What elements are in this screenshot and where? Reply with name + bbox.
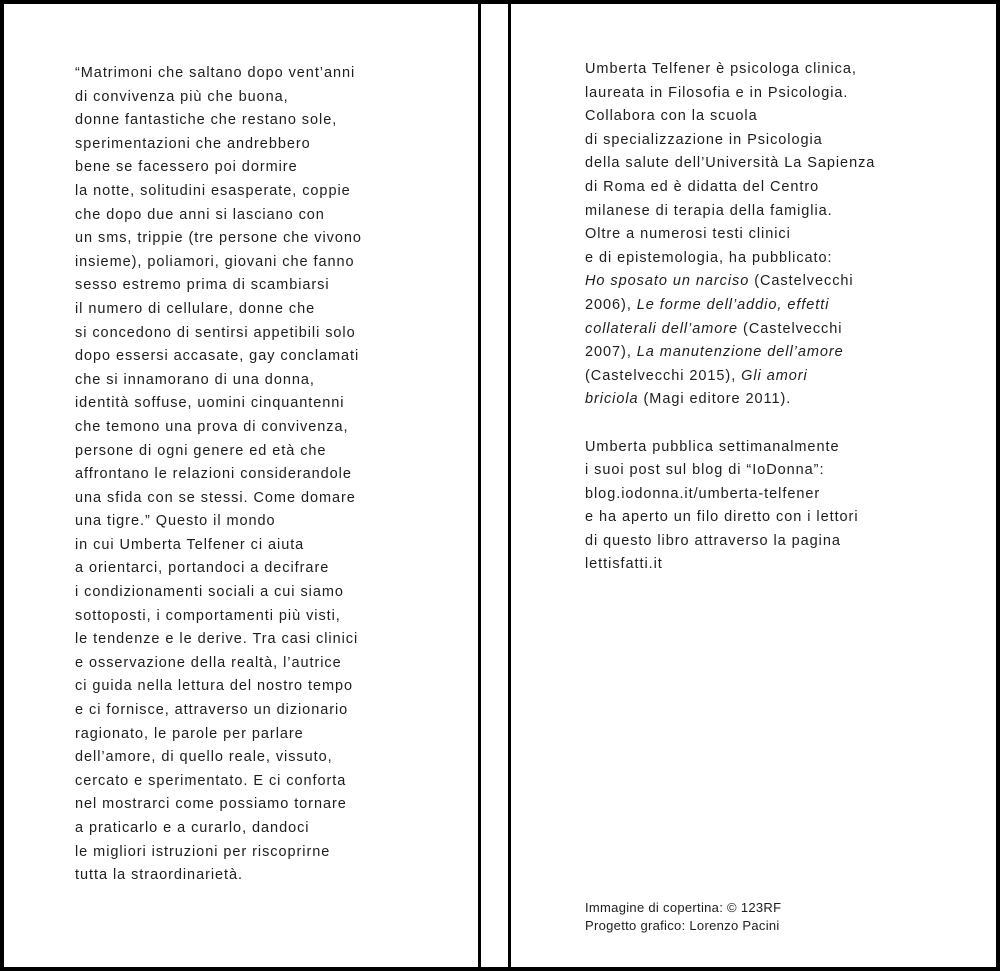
text-line: sottoposti, i comportamenti più visti, bbox=[75, 607, 341, 624]
text-line: milanese di terapia della famiglia. bbox=[585, 202, 833, 219]
text-line: le tendenze e le derive. Tra casi clinici bbox=[75, 631, 359, 648]
spine-fold bbox=[481, 4, 511, 967]
text-line: della salute dell’Università La Sapienza bbox=[585, 155, 876, 172]
back-flap-panel bbox=[4, 4, 481, 967]
text-line: Umberta pubblica settimanalmente bbox=[585, 438, 840, 455]
text-line: a praticarlo e a curarlo, dandoci bbox=[75, 820, 310, 836]
text-line: “Matrimoni che saltano dopo vent’anni bbox=[75, 65, 356, 81]
text-line: a orientarci, portandoci a decifrare bbox=[75, 560, 330, 577]
text-line: ci guida nella lettura del nostro tempo bbox=[75, 678, 354, 695]
back-flap-text bbox=[75, 62, 438, 888]
text-line: sperimentazioni che andrebbero bbox=[75, 135, 311, 152]
text-line: nel mostrarci come possiamo tornare bbox=[75, 796, 347, 813]
author-bio-text bbox=[585, 58, 956, 412]
text-line: sesso estremo prima di scambiarsi bbox=[75, 277, 330, 294]
text-line: e ci fornisce, attraverso un dizionario bbox=[75, 702, 349, 719]
text-line: cercato e sperimentato. E ci conforta bbox=[75, 772, 347, 789]
text-line: che temono una prova di convivenza, bbox=[75, 418, 349, 435]
text-line: il numero di cellulare, donne che bbox=[75, 300, 316, 317]
text-line: e osservazione della realtà, l’autrice bbox=[75, 654, 342, 671]
text-line: di Roma ed è didatta del Centro bbox=[585, 178, 820, 195]
text-line: e ha aperto un filo diretto con i lettori bbox=[585, 509, 859, 526]
text-line: di convivenza più che buona, bbox=[75, 88, 289, 105]
credits-block bbox=[585, 899, 781, 935]
text-line: la notte, solitudini esasperate, coppie bbox=[75, 182, 351, 199]
text-line: si concedono di sentirsi appetibili solo bbox=[75, 324, 356, 341]
graphic-design-credit: Progetto grafico: Lorenzo Pacini bbox=[585, 918, 780, 933]
text-line: una tigre.” Questo il mondo bbox=[75, 513, 276, 530]
text-line: laureata in Filosofia e in Psicologia. bbox=[585, 84, 849, 101]
text-line: 2006), Le forme dell’addio, effetti bbox=[585, 296, 830, 313]
text-line: i suoi post sul blog di “IoDonna”: bbox=[585, 462, 825, 479]
text-line: identità soffuse, uomini cinquantenni bbox=[75, 395, 345, 412]
text-line: in cui Umberta Telfener ci aiuta bbox=[75, 536, 305, 553]
text-line: che si innamorano di una donna, bbox=[75, 371, 315, 388]
text-line: collaterali dell’amore (Castelvecchi bbox=[585, 320, 843, 337]
text-line: persone di ogni genere ed età che bbox=[75, 442, 327, 459]
text-line: donne fantastiche che restano sole, bbox=[75, 112, 338, 129]
text-line: blog.iodonna.it/umberta-telfener bbox=[585, 485, 821, 502]
text-line: Oltre a numerosi testi clinici bbox=[585, 226, 791, 243]
text-line: (Castelvecchi 2015), Gli amori bbox=[585, 367, 808, 384]
text-line: 2007), La manutenzione dell’amore bbox=[585, 344, 844, 361]
text-line: le migliori istruzioni per riscoprirne bbox=[75, 843, 331, 860]
text-line: di specializzazione in Psicologia bbox=[585, 131, 823, 148]
text-line: insieme), poliamori, giovani che fanno bbox=[75, 253, 355, 270]
blog-info-text bbox=[585, 436, 956, 578]
text-line: di questo libro attraverso la pagina bbox=[585, 532, 841, 549]
text-line: Umberta Telfener è psicologa clinica, bbox=[585, 61, 857, 77]
text-line: tutta la straordinarietà. bbox=[75, 867, 244, 884]
text-line: e di epistemologia, ha pubblicato: bbox=[585, 249, 833, 266]
text-line: Ho sposato un narciso (Castelvecchi bbox=[585, 273, 854, 290]
text-line: i condizionamenti sociali a cui siamo bbox=[75, 584, 344, 601]
text-line: dell’amore, di quello reale, vissuto, bbox=[75, 749, 333, 766]
text-line: briciola (Magi editore 2011). bbox=[585, 391, 792, 408]
text-line: Collabora con la scuola bbox=[585, 108, 758, 125]
text-line: un sms, trippie (tre persone che vivono bbox=[75, 230, 362, 247]
text-line: una sfida con se stessi. Come domare bbox=[75, 489, 356, 506]
text-line: dopo essersi accasate, gay conclamati bbox=[75, 348, 360, 365]
text-line: che dopo due anni si lasciano con bbox=[75, 206, 325, 223]
text-line: affrontano le relazioni considerandole bbox=[75, 466, 352, 483]
front-flap-panel bbox=[511, 4, 996, 967]
text-line: lettisfatti.it bbox=[585, 556, 663, 573]
cover-image-credit: Immagine di copertina: © 123RF bbox=[585, 900, 782, 915]
text-line: bene se facessero poi dormire bbox=[75, 159, 298, 176]
text-line: ragionato, le parole per parlare bbox=[75, 725, 304, 742]
